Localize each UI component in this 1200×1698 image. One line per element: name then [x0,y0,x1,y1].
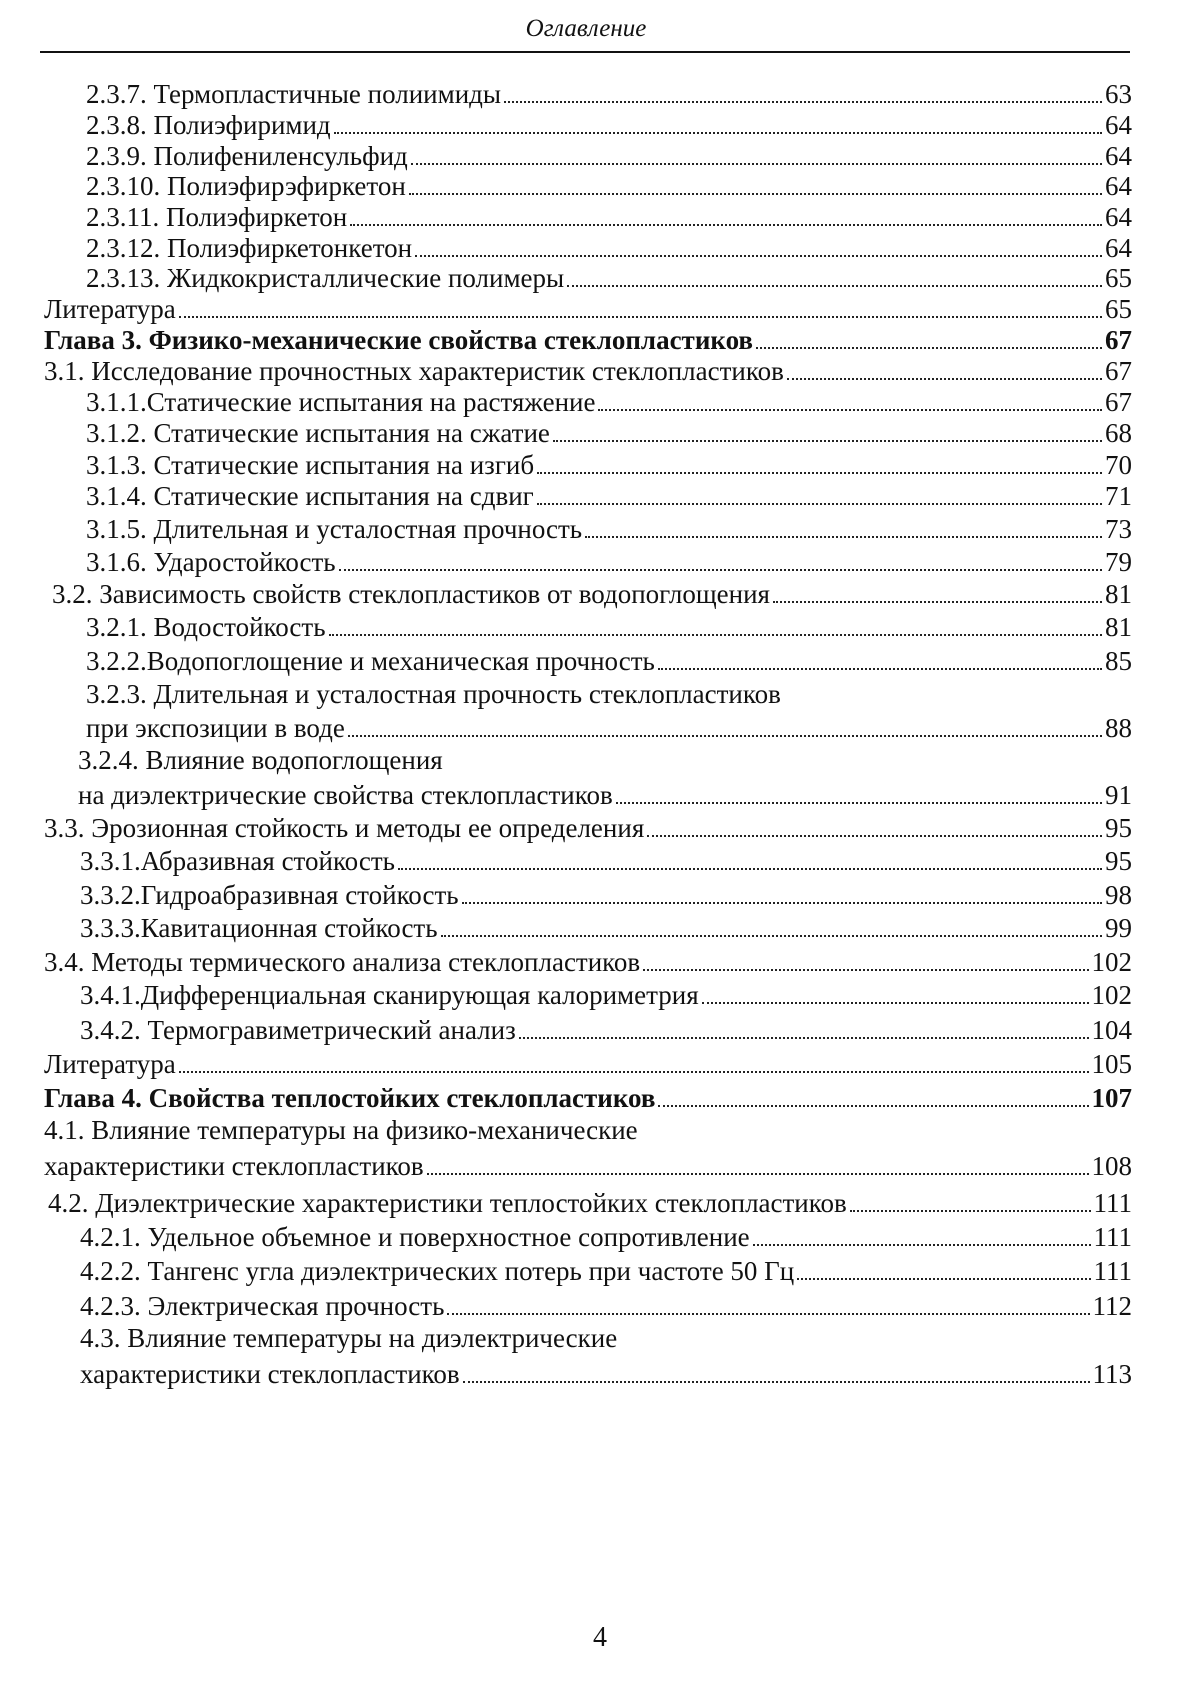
dot-leader [850,1210,1091,1212]
dot-leader [598,409,1102,411]
toc-entry-label: 3.1.2. Статические испытания на сжатие [86,418,550,448]
dot-leader [643,969,1088,971]
toc-entry-label: 3.4.2. Термогравиметрический анализ [80,1015,516,1045]
dot-leader [504,101,1102,103]
toc-entry [80,1012,1132,1048]
toc-page-number: 95 [1105,813,1132,843]
toc-page-number: 111 [1093,1188,1132,1218]
toc-entry [44,944,1132,980]
toc-entry-label-continued: при экспозиции в воде [86,713,345,743]
toc-entry-label: 4.2.3. Электрическая прочность [80,1291,445,1321]
toc-entry-label-continued: характеристики стеклопластиков [80,1359,460,1389]
toc-entry [86,511,1132,547]
toc-page-number: 107 [1091,1083,1132,1113]
dot-leader [350,224,1102,226]
toc-entry [86,544,1132,580]
toc-page-number: 111 [1093,1256,1132,1286]
dot-leader [647,835,1102,837]
toc-page-number: 73 [1105,514,1132,544]
dot-leader [616,802,1102,804]
toc-page-number: 102 [1091,980,1132,1010]
toc-entry-label: 3.2. Зависимость свойств стеклопластиков от водопоглощения [52,579,770,609]
toc-page-number: 65 [1105,294,1132,324]
dot-leader [179,1071,1089,1073]
dot-leader [797,1278,1090,1280]
toc-page-number: 64 [1105,110,1132,140]
toc-entry [78,777,1132,813]
toc-page-number: 95 [1105,846,1132,876]
toc-entry-label: 4.2.1. Удельное объемное и поверхностное сопротивление [80,1222,750,1252]
toc-entry-label-continued: характеристики стеклопластиков [44,1151,424,1181]
dot-leader [339,569,1102,571]
toc-entry-label: 4.1. Влияние температуры на физико-механические [44,1115,638,1145]
dot-leader [787,378,1102,380]
dot-leader [334,132,1102,134]
dot-leader [463,1381,1090,1383]
toc-entry-label: 3.3.2.Гидроабразивная стойкость [80,880,459,910]
toc-page-number: 88 [1105,713,1132,743]
toc-entry-label: 2.3.8. Полиэфиримид [86,110,331,140]
toc-page-number: 67 [1105,387,1132,417]
toc-page-number: 64 [1105,141,1132,171]
toc-entry-label: 3.1.3. Статические испытания на изгиб [86,450,535,480]
toc-entry-label: 3.1.1.Статические испытания на растяжение [86,387,596,417]
toc-entry [44,1046,1132,1082]
toc-entry-label: 3.1.6. Ударостойкость [86,547,336,577]
toc-entry [80,1356,1132,1392]
toc-entry [80,877,1132,913]
toc-entry [80,1219,1132,1255]
dot-leader [398,868,1102,870]
toc-entry [86,478,1132,514]
toc-page-number: 64 [1105,233,1132,263]
toc-entry-label: 3.2.1. Водостойкость [86,612,326,642]
toc-page-number: 113 [1092,1359,1132,1389]
toc-entry-label: 2.3.13. Жидкокристаллические полимеры [86,263,565,293]
toc-page-number: 85 [1105,646,1132,676]
toc-page-number: 65 [1105,263,1132,293]
toc-entry [80,1288,1132,1324]
toc-entry [80,1253,1132,1289]
dot-leader [537,503,1102,505]
toc-entry-label: Литература [44,1049,176,1079]
dot-leader [658,1105,1088,1107]
toc-entry-label-continued: на диэлектрические свойства стеклопластиков [78,780,613,810]
dot-leader [415,255,1102,257]
dot-leader [773,601,1102,603]
toc-entry-label: Литература [44,294,176,324]
dot-leader [553,440,1102,442]
toc-page-number: 105 [1091,1049,1132,1079]
toc-page-number: 81 [1105,612,1132,642]
page-header: Оглавление [525,15,647,42]
dot-leader [537,472,1102,474]
toc-entry-label: 3.4. Методы термического анализа стеклопластиков [44,947,641,977]
toc-page-number: 99 [1105,913,1132,943]
dot-leader [447,1313,1089,1315]
toc-entry [86,415,1132,451]
toc-page-number: 91 [1105,780,1132,810]
toc-entry-label: 2.3.12. Полиэфиркетонкетон [86,233,413,263]
toc-entry-label: 2.3.10. Полиэфирэфиркетон [86,171,406,201]
toc-entry [80,977,1132,1013]
dot-leader [348,735,1102,737]
toc-entry [48,1185,1132,1221]
toc-page-number: 98 [1105,880,1132,910]
toc-entry [80,843,1132,879]
dot-leader [702,1002,1089,1004]
toc-entry-label: 4.3. Влияние температуры на диэлектрические [80,1323,618,1353]
toc-page-number: 68 [1105,418,1132,448]
dot-leader [567,285,1102,287]
dot-leader [585,536,1102,538]
dot-leader [411,163,1102,165]
toc-page-number: 63 [1105,79,1132,109]
toc-page-number: 111 [1093,1222,1132,1252]
toc-page-number: 79 [1105,547,1132,577]
toc-entry [86,643,1132,679]
toc-entry-label: 3.2.4. Влияние водопоглощения [78,745,443,775]
dot-leader [409,193,1102,195]
toc-entry [52,576,1132,612]
dot-leader [756,347,1102,349]
toc-page-number: 102 [1091,947,1132,977]
toc-entry-label: Глава 4. Свойства теплостойких стеклопластиков [44,1083,656,1113]
toc-entry [86,710,1132,746]
toc-entry-label: 3.1. Исследование прочностных характеристик стеклопластиков [44,356,784,386]
toc-page-number: 112 [1092,1291,1132,1321]
toc-page-number: 81 [1105,579,1132,609]
toc-entry-label: 2.3.11. Полиэфиркетон [86,202,348,232]
toc-page-number: 64 [1105,202,1132,232]
dot-leader [441,935,1102,937]
toc-entry-label: 2.3.9. Полифениленсульфид [86,141,408,171]
dot-leader [427,1173,1089,1175]
dot-leader [658,668,1102,670]
toc-entry-label: 4.2. Диэлектрические характеристики теплостойких стеклопластиков [48,1188,847,1218]
dot-leader [462,902,1102,904]
toc-page-number: 108 [1091,1151,1132,1181]
toc-page-number: 71 [1105,481,1132,511]
page-number: 4 [593,1622,607,1653]
toc-page-number: 67 [1105,356,1132,386]
toc-entry-label: Глава 3. Физико-механические свойства стеклопластиков [44,325,753,355]
dot-leader [519,1037,1089,1039]
toc-entry-label: 3.1.5. Длительная и усталостная прочность [86,514,583,544]
toc-page-number: 104 [1091,1015,1132,1045]
toc-entry-label: 3.3.1.Абразивная стойкость [80,846,395,876]
toc-page-number: 64 [1105,171,1132,201]
toc-entry-label: 3.3.3.Кавитационная стойкость [80,913,438,943]
dot-leader [753,1244,1091,1246]
toc-entry-label: 2.3.7. Термопластичные полиимиды [86,79,502,109]
toc-entry-label: 4.2.2. Тангенс угла диэлектрических потерь при частоте 50 Гц [80,1256,795,1286]
toc-entry [86,609,1132,645]
dot-leader [329,634,1102,636]
toc-entry [44,1148,1132,1184]
toc-entry [44,1080,1132,1116]
toc-entry [80,910,1132,946]
toc-entry-label: 3.4.1.Дифференциальная сканирующая калориметрия [80,980,699,1010]
toc-entry-label: 3.2.3. Длительная и усталостная прочность стеклопластиков [86,679,781,709]
toc-page-number: 70 [1105,450,1132,480]
toc-entry [44,810,1132,846]
toc-entry-label: 3.3. Эрозионная стойкость и методы ее определения [44,813,645,843]
toc-entry-label: 3.1.4. Статические испытания на сдвиг [86,481,534,511]
toc-page-number: 67 [1105,325,1132,355]
toc-entry-label: 3.2.2.Водопоглощение и механическая прочность [86,646,655,676]
dot-leader [179,316,1102,318]
